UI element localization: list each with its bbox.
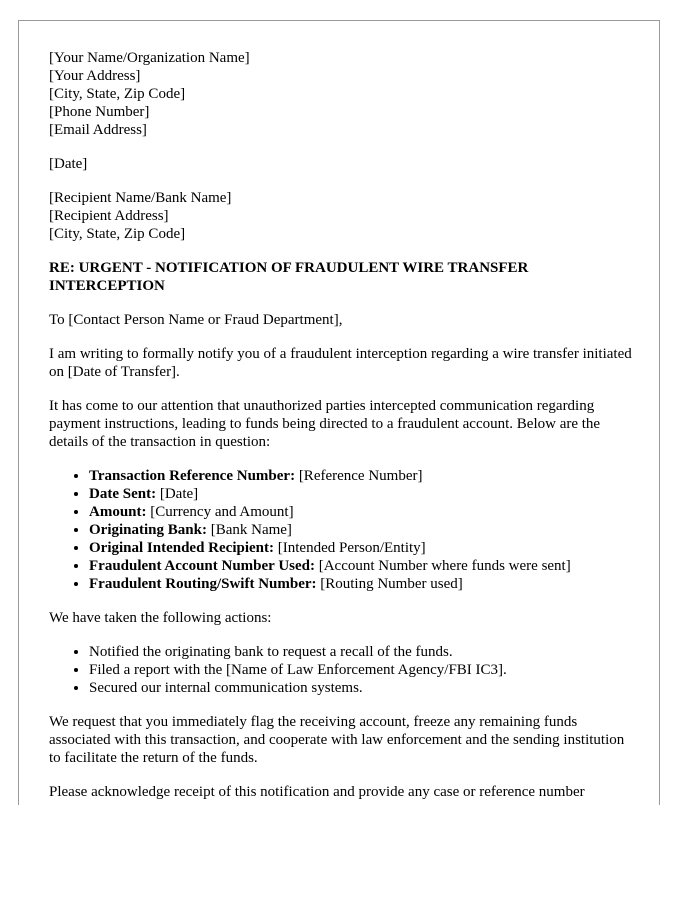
detail-value: [Account Number where funds were sent] — [314, 558, 571, 574]
acknowledge-paragraph: Please acknowledge receipt of this notification and provide any case or reference number — [49, 784, 585, 800]
list-item — [89, 485, 639, 503]
detail-label: Date Sent: — [89, 486, 157, 502]
transaction-details-list — [49, 467, 639, 593]
request-paragraph: We request that you immediately flag the receiving account, freeze any remaining funds associated with this transaction, and cooperate with law enforcement and the sending institution to facilitate the return of the funds. — [49, 714, 625, 766]
list-item — [89, 557, 639, 575]
detail-label: Fraudulent Account Number Used: — [89, 558, 315, 574]
letter-date: [Date] — [49, 156, 88, 172]
detail-value: [Date] — [156, 486, 199, 502]
sender-city-state-zip: [City, State, Zip Code] — [49, 86, 186, 102]
list-item: • Secured our internal communication systems. — [89, 679, 639, 697]
subject-line: RE: URGENT - NOTIFICATION OF FRAUDULENT WIRE TRANSFER INTERCEPTION — [49, 260, 529, 294]
detail-label: Original Intended Recipient: — [89, 540, 275, 556]
recipient-block — [49, 189, 639, 243]
intro-paragraph: I am writing to formally notify you of a fraudulent interception regarding a wire transfer initiated on [Date of Transfer]. — [49, 346, 632, 380]
detail-value: [Intended Person/Entity] — [274, 540, 426, 556]
letter-content — [49, 49, 639, 805]
detail-value: [Currency and Amount] — [146, 504, 294, 520]
list-item — [89, 539, 639, 557]
detail-label: Originating Bank: — [89, 522, 207, 538]
detail-label: Transaction Reference Number: — [89, 468, 296, 484]
sender-phone: [Phone Number] — [49, 104, 150, 120]
list-item: • Filed a report with the [Name of Law Enforcement Agency/FBI IC3]. — [89, 661, 639, 679]
list-item: • Notified the originating bank to request a recall of the funds. — [89, 643, 639, 661]
list-item — [89, 521, 639, 539]
actions-list — [49, 643, 639, 697]
list-item — [89, 503, 639, 521]
list-item — [89, 575, 639, 593]
salutation: To [Contact Person Name or Fraud Department], — [49, 312, 343, 328]
list-item — [89, 467, 639, 485]
recipient-city-state-zip: [City, State, Zip Code] — [49, 226, 186, 242]
actions-intro-paragraph: We have taken the following actions: — [49, 610, 272, 626]
letter-page — [18, 20, 660, 805]
detail-value: [Reference Number] — [295, 468, 423, 484]
date-block — [49, 155, 639, 173]
context-paragraph: It has come to our attention that unauthorized parties intercepted communication regarding payment instructions, leading to funds being directed to a fraudulent account. Below are the details of the transaction in question: — [49, 398, 601, 450]
sender-address: [Your Address] — [49, 68, 141, 84]
recipient-address: [Recipient Address] — [49, 208, 169, 224]
detail-label: Amount: — [89, 504, 147, 520]
detail-value: [Bank Name] — [206, 522, 292, 538]
detail-label: Fraudulent Routing/Swift Number: — [89, 576, 317, 592]
sender-email: [Email Address] — [49, 122, 147, 138]
sender-block — [49, 49, 639, 139]
detail-value: [Routing Number used] — [316, 576, 463, 592]
recipient-name: [Recipient Name/Bank Name] — [49, 190, 232, 206]
sender-name: [Your Name/Organization Name] — [49, 50, 250, 66]
